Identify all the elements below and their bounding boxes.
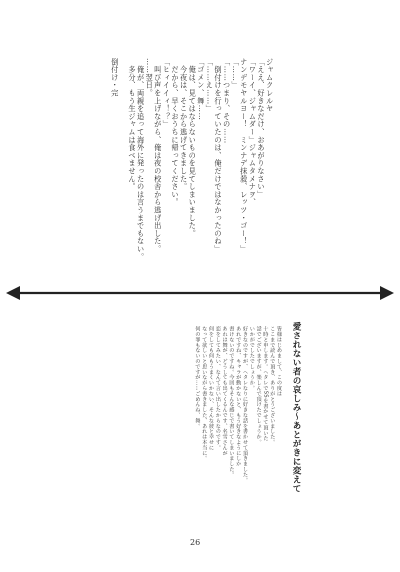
arrowhead-left-icon bbox=[6, 286, 20, 300]
afterword-line: 話でございますが、楽しんで頂けたでしょうか。 bbox=[255, 326, 262, 445]
afterword-line: なって欲しいと思いながら書きました、あれは本当に。 bbox=[201, 326, 208, 461]
story-line: 倒付け・完 bbox=[110, 58, 120, 97]
story-line: 「ゴメン、舞…… bbox=[196, 58, 206, 121]
story-line: 俺は、見てはならないものを見てしまいました。 bbox=[188, 58, 198, 238]
story-line: 「ええ、好きなだけ、おあがりなさい」 bbox=[256, 58, 266, 199]
afterword-line: あれですね、キャラが動かないと、もう好きなようにしか bbox=[235, 326, 242, 467]
page-number: 26 bbox=[190, 538, 201, 547]
afterword-line: ここまで読んで頂き、ありがとうございました。 bbox=[269, 326, 276, 445]
afterword-line: 好きなのですが、ヘタレなりに好きな話を書かせて頂きました。 bbox=[242, 326, 248, 483]
afterword-line: 書けないのですね。今回もそんな感じで書いてしまいました。 bbox=[228, 326, 235, 478]
afterword-line: 恋をしてみたい、なんて言い出したからなのです。 bbox=[214, 326, 221, 451]
story-line: 多分、もう生ジャムは食べません。 bbox=[127, 58, 137, 191]
story-line: ナンデモヤルヨー！ ミンナデ抹殺、レッツ・ゴー！」 bbox=[239, 58, 249, 253]
story-line: 今夜は、そこから逃げてきました。 bbox=[179, 58, 189, 191]
afterword-line: 何をしても何もうまくいかない、そんな彼と幸せに bbox=[208, 326, 214, 451]
story-line: 「……」 bbox=[231, 58, 241, 90]
arrowhead-right-icon bbox=[380, 286, 394, 300]
story-line: 「ワーイ、ジャムダー」ジャムタメナヲ、 bbox=[248, 58, 258, 207]
story-line: 「ヒィイイィ！？」 bbox=[162, 58, 172, 129]
story-line: だから、早くおうちに帰ってください。 bbox=[170, 58, 180, 207]
story-line: ……翌日。 bbox=[145, 58, 155, 97]
story-line: 「……え……」 bbox=[205, 58, 215, 113]
afterword-line: いかがでしたでしょうか。 bbox=[248, 326, 255, 391]
afterword-title: 愛されない者の哀しみ～あとがきに変えて bbox=[291, 322, 301, 493]
story-line: 叫び声を上げながら、俺は夜の校舎から逃げ出した。 bbox=[153, 58, 163, 253]
story-line: 俺が、両親を追って海外に発ったのは言うまでもない。 bbox=[136, 58, 146, 261]
afterword-line: 十時と申します。ヘタレでSSを書かせて頂いた bbox=[262, 326, 269, 441]
afterword-line: 何の罪もないのですが……ごめんね、舞。 bbox=[194, 326, 201, 429]
story-line: 「……つまり、その…… bbox=[222, 58, 232, 144]
story-line: ジャムクレルヤ bbox=[265, 58, 275, 113]
afterword-line: 皆様はじめまして、この度は bbox=[276, 326, 282, 397]
afterword-line: あれは舞が、どうしても出てくるんです、名雪さんが bbox=[221, 326, 228, 456]
story-line: 倒付けを行っていたのは、俺だけではなかったのね」 bbox=[213, 58, 223, 253]
